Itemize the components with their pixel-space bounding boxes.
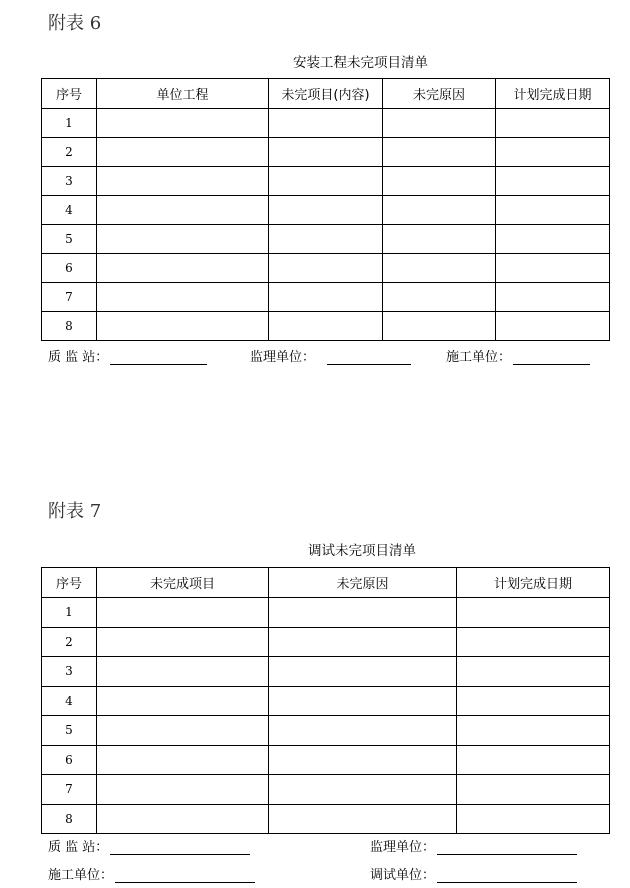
table-cell	[383, 167, 496, 196]
annex7-table	[41, 567, 610, 834]
table-cell	[97, 312, 269, 341]
quality-station-signature-line[interactable]	[110, 351, 207, 365]
annex7-construction-unit-sign	[48, 864, 255, 883]
table-cell	[269, 254, 383, 283]
table-row	[42, 598, 610, 628]
table-cell	[457, 745, 610, 775]
annex6-header-reason: 未完原因	[383, 79, 496, 109]
row-number: 6	[42, 254, 97, 283]
annex6-header-seq: 序号	[42, 79, 97, 109]
table-cell	[97, 283, 269, 312]
row-number: 5	[42, 225, 97, 254]
annex6-title: 安装工程未完项目清单	[293, 55, 428, 71]
annex7-commissioning-unit-sign	[370, 864, 577, 883]
table-cell	[97, 167, 269, 196]
table-cell	[97, 657, 269, 687]
supervision-unit-signature-line[interactable]	[327, 351, 411, 365]
quality-station-signature-line[interactable]	[110, 841, 250, 855]
table-row	[42, 627, 610, 657]
table-cell	[97, 745, 269, 775]
table-row	[42, 686, 610, 716]
table-cell	[383, 225, 496, 254]
table-cell	[269, 167, 383, 196]
table-cell	[269, 138, 383, 167]
annex7-header-unfinished-item: 未完成项目	[97, 568, 269, 598]
table-cell	[496, 196, 610, 225]
table-cell	[383, 109, 496, 138]
table-cell	[383, 196, 496, 225]
table-cell	[97, 598, 269, 628]
table-cell	[97, 196, 269, 225]
table-cell	[97, 225, 269, 254]
table-cell	[269, 312, 383, 341]
table-cell	[269, 804, 457, 834]
table-row	[42, 283, 610, 312]
row-number: 3	[42, 167, 97, 196]
table-cell	[496, 312, 610, 341]
table-cell	[269, 225, 383, 254]
table-cell	[97, 627, 269, 657]
table-cell	[97, 138, 269, 167]
table-row	[42, 225, 610, 254]
table-cell	[457, 716, 610, 746]
row-number: 6	[42, 745, 97, 775]
table-row	[42, 745, 610, 775]
annex7-title: 调试未完项目清单	[308, 543, 416, 559]
table-cell	[269, 627, 457, 657]
table-row	[42, 254, 610, 283]
annex6-table	[41, 78, 610, 341]
construction-unit-label: 施工单位：	[48, 868, 114, 883]
annex7-quality-station-sign	[48, 836, 250, 855]
table-row	[42, 138, 610, 167]
table-cell	[496, 225, 610, 254]
table-cell	[269, 686, 457, 716]
table-row	[42, 312, 610, 341]
annex6-label: 附表 6	[48, 13, 102, 34]
table-cell	[269, 775, 457, 805]
table-cell	[269, 109, 383, 138]
table-cell	[269, 657, 457, 687]
row-number: 2	[42, 627, 97, 657]
row-number: 4	[42, 686, 97, 716]
table-cell	[496, 109, 610, 138]
annex6-supervision-unit-sign	[250, 346, 411, 365]
table-cell	[457, 775, 610, 805]
row-number: 2	[42, 138, 97, 167]
table-cell	[97, 804, 269, 834]
supervision-unit-signature-line[interactable]	[437, 841, 577, 855]
table-cell	[496, 254, 610, 283]
table-cell	[269, 598, 457, 628]
row-number: 7	[42, 283, 97, 312]
annex6-header-row	[42, 79, 610, 109]
row-number: 1	[42, 109, 97, 138]
table-cell	[383, 138, 496, 167]
annex7-label: 附表 7	[48, 501, 102, 522]
table-cell	[97, 686, 269, 716]
commissioning-unit-signature-line[interactable]	[437, 869, 577, 883]
table-cell	[383, 312, 496, 341]
table-cell	[269, 196, 383, 225]
row-number: 1	[42, 598, 97, 628]
supervision-unit-label: 监理单位：	[250, 350, 316, 365]
table-cell	[97, 775, 269, 805]
table-cell	[496, 138, 610, 167]
table-row	[42, 109, 610, 138]
table-cell	[496, 167, 610, 196]
annex6-header-unit-project: 单位工程	[97, 79, 269, 109]
annex6-header-unfinished-item: 未完项目(内容)	[269, 79, 383, 109]
annex7-header-planned-date: 计划完成日期	[457, 568, 610, 598]
construction-unit-signature-line[interactable]	[115, 869, 255, 883]
table-row	[42, 716, 610, 746]
row-number: 3	[42, 657, 97, 687]
table-row	[42, 167, 610, 196]
row-number: 7	[42, 775, 97, 805]
annex6-construction-unit-sign	[446, 346, 590, 365]
table-cell	[457, 657, 610, 687]
quality-station-label: 质 监 站：	[48, 840, 109, 855]
table-cell	[97, 109, 269, 138]
row-number: 5	[42, 716, 97, 746]
table-cell	[269, 283, 383, 312]
annex7-header-row	[42, 568, 610, 598]
construction-unit-signature-line[interactable]	[513, 351, 590, 365]
annex7-header-seq: 序号	[42, 568, 97, 598]
table-row	[42, 775, 610, 805]
quality-station-label: 质 监 站：	[48, 350, 109, 365]
table-cell	[383, 283, 496, 312]
annex7-header-reason: 未完原因	[269, 568, 457, 598]
commissioning-unit-label: 调试单位：	[370, 868, 436, 883]
table-cell	[457, 627, 610, 657]
table-row	[42, 196, 610, 225]
row-number: 8	[42, 312, 97, 341]
table-cell	[269, 716, 457, 746]
table-row	[42, 804, 610, 834]
row-number: 4	[42, 196, 97, 225]
annex6-quality-station-sign	[48, 346, 207, 365]
table-cell	[457, 686, 610, 716]
supervision-unit-label: 监理单位：	[370, 840, 436, 855]
table-cell	[496, 283, 610, 312]
table-cell	[97, 254, 269, 283]
table-row	[42, 657, 610, 687]
table-cell	[97, 716, 269, 746]
table-cell	[383, 254, 496, 283]
table-cell	[457, 598, 610, 628]
table-cell	[269, 745, 457, 775]
annex7-supervision-unit-sign	[370, 836, 577, 855]
row-number: 8	[42, 804, 97, 834]
annex6-header-planned-date: 计划完成日期	[496, 79, 610, 109]
table-cell	[457, 804, 610, 834]
construction-unit-label: 施工单位：	[446, 350, 512, 365]
